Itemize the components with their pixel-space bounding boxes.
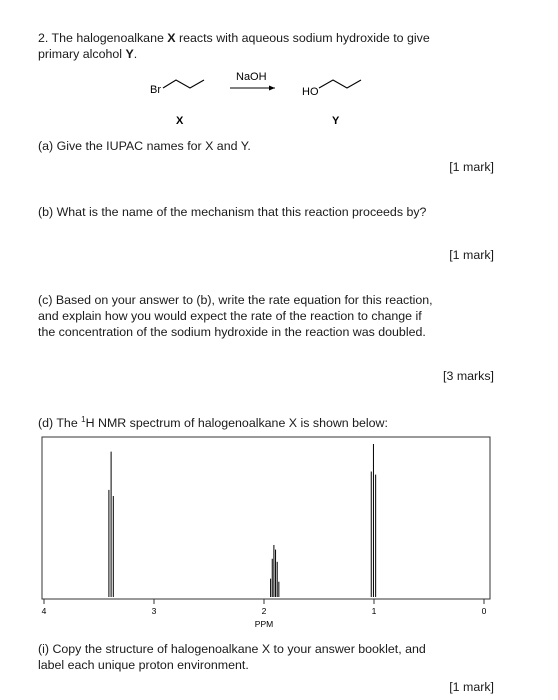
tick-label-0: 0 xyxy=(481,606,487,616)
part-c-line-3: the concentration of the sodium hydroxide in the reaction was doubled. xyxy=(38,325,426,339)
axis-ticks xyxy=(42,599,487,616)
tick-label-1: 1 xyxy=(371,606,377,616)
reactant-chain xyxy=(163,80,204,88)
nmr-svg xyxy=(40,436,494,632)
product-atom: HO xyxy=(302,86,319,98)
product-label: Y xyxy=(332,115,340,127)
part-b-text: (b) What is the name of the mechanism that this reaction proceeds by? xyxy=(38,205,427,219)
part-c-line-1: (c) Based on your answer to (b), write the rate equation for this reaction, xyxy=(38,293,433,307)
peaks-group xyxy=(109,444,376,597)
axis-label: PPM xyxy=(254,619,274,629)
tick-label-2: 2 xyxy=(261,606,267,616)
part-i-mark: [1 mark] xyxy=(449,680,494,694)
tick-label-4: 4 xyxy=(41,606,47,616)
arrow-head xyxy=(269,86,275,91)
part-c-mark: [3 marks] xyxy=(443,369,494,383)
part-a-text: (a) Give the IUPAC names for X and Y. xyxy=(38,139,251,153)
reactant-label: X xyxy=(176,115,184,127)
reactant-atom: Br xyxy=(150,84,161,96)
part-b-mark: [1 mark] xyxy=(449,248,494,262)
part-a-mark: [1 mark] xyxy=(449,160,494,174)
reagent-label: NaOH xyxy=(236,71,267,83)
part-d-text: (d) The $^1$H NMR spectrum of halogenoalkane X is shown below: xyxy=(38,415,388,431)
part-i-line-1: (i) Copy the structure of halogenoalkane X to your answer booklet, and xyxy=(38,642,426,656)
part-c-line-2: and explain how you would expect the rate of the reaction to change if xyxy=(38,309,422,323)
question-line-1: 2. The halogenoalkane X reacts with aqueous sodium hydroxide to give xyxy=(38,31,430,45)
reaction-svg xyxy=(0,60,558,130)
tick-label-3: 3 xyxy=(151,606,157,616)
nmr-spectrum xyxy=(40,436,494,632)
reaction-scheme xyxy=(0,60,558,130)
part-i-line-2: label each unique proton environment. xyxy=(38,658,249,672)
product-chain xyxy=(319,80,361,88)
question-line-2: primary alcohol Y. xyxy=(38,47,138,61)
